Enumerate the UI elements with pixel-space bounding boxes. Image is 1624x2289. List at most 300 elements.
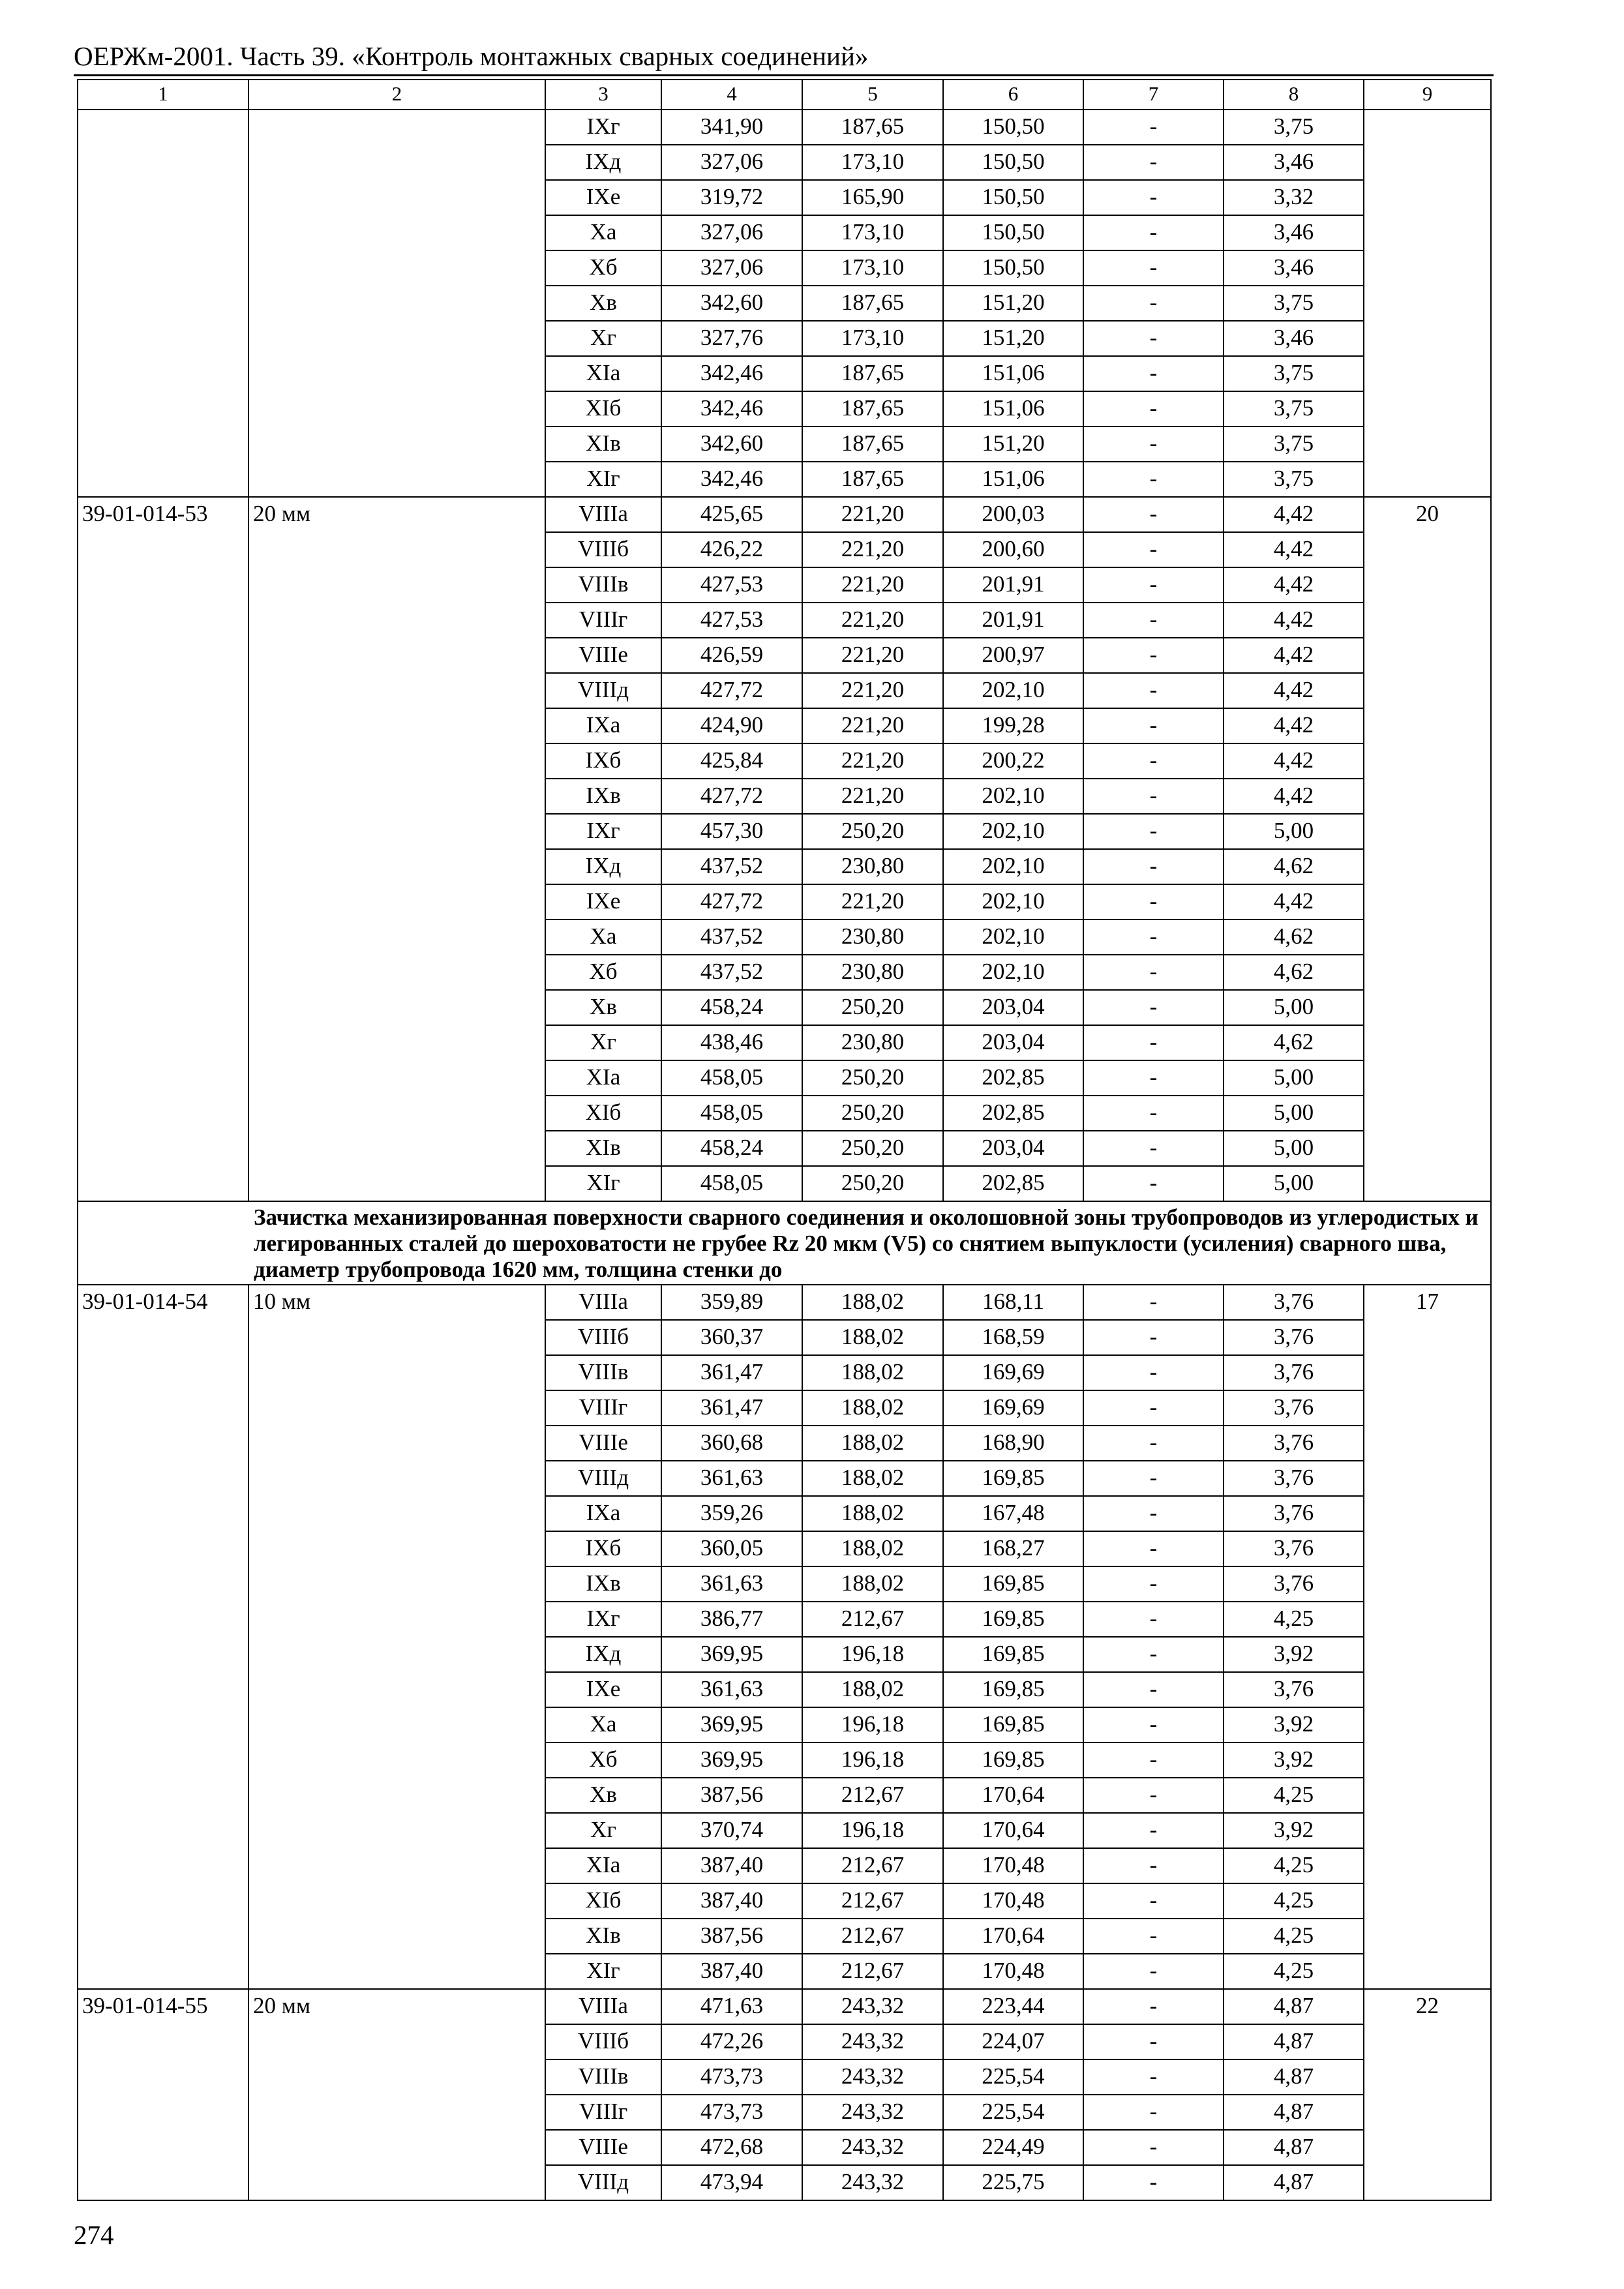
grade-cell: XIб bbox=[545, 391, 661, 426]
wages-cell: 212,67 bbox=[802, 1954, 943, 1989]
total-cost-cell: 458,05 bbox=[661, 1060, 802, 1096]
table-row bbox=[78, 497, 1491, 532]
grade-cell: XIг bbox=[545, 1166, 661, 1201]
total-cost-cell: 387,56 bbox=[661, 1919, 802, 1954]
grade-cell: XIв bbox=[545, 1131, 661, 1166]
wages-cell: 221,20 bbox=[802, 638, 943, 673]
wages-cell: 187,65 bbox=[802, 286, 943, 321]
grade-cell: Xа bbox=[545, 920, 661, 955]
materials-cell: - bbox=[1083, 180, 1224, 215]
materials-cell: - bbox=[1083, 990, 1224, 1025]
labor-cell: 3,46 bbox=[1224, 215, 1364, 250]
machines-cell: 151,20 bbox=[943, 286, 1083, 321]
materials-cell: - bbox=[1083, 1166, 1224, 1201]
machines-cell: 170,64 bbox=[943, 1919, 1083, 1954]
total-cost-cell: 458,05 bbox=[661, 1096, 802, 1131]
wages-cell: 221,20 bbox=[802, 567, 943, 603]
labor-cell: 3,46 bbox=[1224, 321, 1364, 356]
grade-cell: IXе bbox=[545, 180, 661, 215]
wages-cell: 212,67 bbox=[802, 1883, 943, 1919]
wages-cell: 221,20 bbox=[802, 884, 943, 920]
machines-cell: 202,85 bbox=[943, 1096, 1083, 1131]
machines-cell: 225,75 bbox=[943, 2165, 1083, 2200]
materials-cell: - bbox=[1083, 1390, 1224, 1426]
wages-cell: 250,20 bbox=[802, 990, 943, 1025]
materials-cell: - bbox=[1083, 1531, 1224, 1566]
wages-cell: 221,20 bbox=[802, 497, 943, 532]
machines-cell: 169,69 bbox=[943, 1390, 1083, 1426]
materials-cell: - bbox=[1083, 1461, 1224, 1496]
materials-cell: - bbox=[1083, 1285, 1224, 1320]
materials-cell: - bbox=[1083, 1813, 1224, 1848]
total-cost-cell: 472,68 bbox=[661, 2130, 802, 2165]
total-cost-cell: 360,05 bbox=[661, 1531, 802, 1566]
grade-cell: VIIIг bbox=[545, 603, 661, 638]
machines-cell: 203,04 bbox=[943, 990, 1083, 1025]
materials-cell: - bbox=[1083, 638, 1224, 673]
grade-cell: IXе bbox=[545, 1672, 661, 1707]
grade-cell: XIб bbox=[545, 1096, 661, 1131]
machines-cell: 167,48 bbox=[943, 1496, 1083, 1531]
materials-cell: - bbox=[1083, 145, 1224, 180]
labor-cell: 4,87 bbox=[1224, 2095, 1364, 2130]
materials-cell: - bbox=[1083, 1025, 1224, 1060]
materials-cell: - bbox=[1083, 426, 1224, 462]
machines-cell: 170,48 bbox=[943, 1883, 1083, 1919]
grade-cell: VIIIд bbox=[545, 673, 661, 708]
grade-cell: VIIIб bbox=[545, 532, 661, 567]
total-cost-cell: 458,24 bbox=[661, 990, 802, 1025]
materials-cell: - bbox=[1083, 1743, 1224, 1778]
machines-cell: 168,90 bbox=[943, 1426, 1083, 1461]
materials-cell: - bbox=[1083, 1096, 1224, 1131]
grade-cell: Xг bbox=[545, 1025, 661, 1060]
materials-cell: - bbox=[1083, 779, 1224, 814]
total-cost-cell: 327,06 bbox=[661, 250, 802, 286]
machines-cell: 169,85 bbox=[943, 1707, 1083, 1743]
wages-cell: 196,18 bbox=[802, 1707, 943, 1743]
total-cost-cell: 360,37 bbox=[661, 1320, 802, 1355]
grade-cell: Xв bbox=[545, 286, 661, 321]
machines-cell: 200,97 bbox=[943, 638, 1083, 673]
labor-cell: 5,00 bbox=[1224, 814, 1364, 849]
labor-cell: 4,25 bbox=[1224, 1778, 1364, 1813]
labor-cell: 3,75 bbox=[1224, 391, 1364, 426]
machines-cell: 150,50 bbox=[943, 145, 1083, 180]
materials-cell: - bbox=[1083, 2130, 1224, 2165]
labor-cell: 3,76 bbox=[1224, 1531, 1364, 1566]
wages-cell: 243,32 bbox=[802, 2165, 943, 2200]
total-cost-cell: 342,60 bbox=[661, 426, 802, 462]
grade-cell: Xа bbox=[545, 1707, 661, 1743]
materials-cell: - bbox=[1083, 814, 1224, 849]
materials-cell: - bbox=[1083, 250, 1224, 286]
grade-cell: IXб bbox=[545, 743, 661, 779]
wages-cell: 188,02 bbox=[802, 1355, 943, 1390]
labor-cell: 4,87 bbox=[1224, 2024, 1364, 2059]
labor-cell: 4,42 bbox=[1224, 884, 1364, 920]
wages-cell: 212,67 bbox=[802, 1778, 943, 1813]
wages-cell: 187,65 bbox=[802, 462, 943, 497]
labor-cell: 5,00 bbox=[1224, 1096, 1364, 1131]
materials-cell: - bbox=[1083, 1496, 1224, 1531]
total-cost-cell: 387,40 bbox=[661, 1954, 802, 1989]
code-cell bbox=[78, 110, 248, 497]
labor-cell: 4,42 bbox=[1224, 779, 1364, 814]
materials-cell: - bbox=[1083, 1566, 1224, 1602]
materials-cell: - bbox=[1083, 708, 1224, 743]
wages-cell: 196,18 bbox=[802, 1743, 943, 1778]
wages-cell: 173,10 bbox=[802, 145, 943, 180]
grade-cell: VIIIе bbox=[545, 638, 661, 673]
labor-cell: 4,42 bbox=[1224, 603, 1364, 638]
labor-cell: 3,76 bbox=[1224, 1461, 1364, 1496]
machines-cell: 202,10 bbox=[943, 673, 1083, 708]
machines-cell: 170,48 bbox=[943, 1848, 1083, 1883]
total-cost-cell: 424,90 bbox=[661, 708, 802, 743]
machines-cell: 151,06 bbox=[943, 462, 1083, 497]
wages-cell: 188,02 bbox=[802, 1531, 943, 1566]
grade-cell: Xг bbox=[545, 321, 661, 356]
machines-cell: 170,48 bbox=[943, 1954, 1083, 1989]
labor-cell: 4,42 bbox=[1224, 673, 1364, 708]
total-cost-cell: 457,30 bbox=[661, 814, 802, 849]
grade-cell: VIIIб bbox=[545, 1320, 661, 1355]
grade-cell: VIIIв bbox=[545, 1355, 661, 1390]
labor-cell: 3,92 bbox=[1224, 1707, 1364, 1743]
materials-cell: - bbox=[1083, 603, 1224, 638]
total-cost-cell: 342,60 bbox=[661, 286, 802, 321]
grade-cell: VIIIв bbox=[545, 567, 661, 603]
materials-cell: - bbox=[1083, 1602, 1224, 1637]
materials-cell: - bbox=[1083, 215, 1224, 250]
materials-cell: - bbox=[1083, 2095, 1224, 2130]
wages-cell: 221,20 bbox=[802, 743, 943, 779]
machines-cell: 150,50 bbox=[943, 110, 1083, 145]
total-cost-cell: 342,46 bbox=[661, 391, 802, 426]
labor-cell: 3,76 bbox=[1224, 1672, 1364, 1707]
labor-cell: 3,76 bbox=[1224, 1355, 1364, 1390]
wages-cell: 188,02 bbox=[802, 1496, 943, 1531]
wages-cell: 221,20 bbox=[802, 532, 943, 567]
wages-cell: 196,18 bbox=[802, 1813, 943, 1848]
grade-cell: IXг bbox=[545, 814, 661, 849]
labor-cell: 3,46 bbox=[1224, 250, 1364, 286]
materials-cell: - bbox=[1083, 1320, 1224, 1355]
column-number: 9 bbox=[1364, 80, 1491, 110]
total-cost-cell: 361,63 bbox=[661, 1672, 802, 1707]
grade-cell: XIа bbox=[545, 356, 661, 391]
materials-cell: - bbox=[1083, 1637, 1224, 1672]
materials-cell: - bbox=[1083, 2165, 1224, 2200]
grade-cell: IXв bbox=[545, 1566, 661, 1602]
total-cost-cell: 387,40 bbox=[661, 1848, 802, 1883]
col9-cell: 17 bbox=[1364, 1285, 1491, 1989]
wages-cell: 243,32 bbox=[802, 1989, 943, 2024]
col9-cell: 20 bbox=[1364, 497, 1491, 1201]
total-cost-cell: 427,72 bbox=[661, 884, 802, 920]
labor-cell: 4,25 bbox=[1224, 1954, 1364, 1989]
machines-cell: 200,60 bbox=[943, 532, 1083, 567]
total-cost-cell: 427,53 bbox=[661, 603, 802, 638]
machines-cell: 223,44 bbox=[943, 1989, 1083, 2024]
total-cost-cell: 341,90 bbox=[661, 110, 802, 145]
machines-cell: 170,64 bbox=[943, 1813, 1083, 1848]
wages-cell: 212,67 bbox=[802, 1602, 943, 1637]
machines-cell: 201,91 bbox=[943, 567, 1083, 603]
labor-cell: 4,42 bbox=[1224, 532, 1364, 567]
column-number: 8 bbox=[1224, 80, 1364, 110]
total-cost-cell: 360,68 bbox=[661, 1426, 802, 1461]
grade-cell: XIг bbox=[545, 462, 661, 497]
wages-cell: 173,10 bbox=[802, 215, 943, 250]
machines-cell: 200,22 bbox=[943, 743, 1083, 779]
grade-cell: Xб bbox=[545, 955, 661, 990]
grade-cell: VIIIе bbox=[545, 1426, 661, 1461]
materials-cell: - bbox=[1083, 286, 1224, 321]
wages-cell: 243,32 bbox=[802, 2130, 943, 2165]
labor-cell: 5,00 bbox=[1224, 1131, 1364, 1166]
machines-cell: 202,10 bbox=[943, 814, 1083, 849]
labor-cell: 3,76 bbox=[1224, 1566, 1364, 1602]
materials-cell: - bbox=[1083, 920, 1224, 955]
grade-cell: Xв bbox=[545, 990, 661, 1025]
wages-cell: 230,80 bbox=[802, 920, 943, 955]
materials-cell: - bbox=[1083, 1848, 1224, 1883]
labor-cell: 4,62 bbox=[1224, 1025, 1364, 1060]
col9-cell: 22 bbox=[1364, 1989, 1491, 2200]
machines-cell: 168,27 bbox=[943, 1531, 1083, 1566]
materials-cell: - bbox=[1083, 2024, 1224, 2059]
materials-cell: - bbox=[1083, 1355, 1224, 1390]
materials-cell: - bbox=[1083, 673, 1224, 708]
labor-cell: 3,76 bbox=[1224, 1285, 1364, 1320]
wages-cell: 250,20 bbox=[802, 1131, 943, 1166]
machines-cell: 170,64 bbox=[943, 1778, 1083, 1813]
table-row bbox=[78, 1989, 1491, 2024]
total-cost-cell: 327,06 bbox=[661, 145, 802, 180]
materials-cell: - bbox=[1083, 1919, 1224, 1954]
wages-cell: 250,20 bbox=[802, 1096, 943, 1131]
labor-cell: 3,75 bbox=[1224, 426, 1364, 462]
materials-cell: - bbox=[1083, 321, 1224, 356]
labor-cell: 3,75 bbox=[1224, 462, 1364, 497]
wages-cell: 187,65 bbox=[802, 110, 943, 145]
total-cost-cell: 472,26 bbox=[661, 2024, 802, 2059]
grade-cell: IXа bbox=[545, 708, 661, 743]
grade-cell: Xв bbox=[545, 1778, 661, 1813]
wages-cell: 212,67 bbox=[802, 1848, 943, 1883]
labor-cell: 4,42 bbox=[1224, 708, 1364, 743]
machines-cell: 225,54 bbox=[943, 2059, 1083, 2095]
machines-cell: 150,50 bbox=[943, 215, 1083, 250]
wages-cell: 221,20 bbox=[802, 779, 943, 814]
machines-cell: 151,06 bbox=[943, 391, 1083, 426]
machines-cell: 202,10 bbox=[943, 849, 1083, 884]
grade-cell: IXд bbox=[545, 849, 661, 884]
machines-cell: 224,49 bbox=[943, 2130, 1083, 2165]
wages-cell: 187,65 bbox=[802, 426, 943, 462]
labor-cell: 3,92 bbox=[1224, 1813, 1364, 1848]
grade-cell: IXа bbox=[545, 1496, 661, 1531]
labor-cell: 3,32 bbox=[1224, 180, 1364, 215]
rates-table bbox=[77, 79, 1492, 2201]
total-cost-cell: 342,46 bbox=[661, 356, 802, 391]
grade-cell: VIIIд bbox=[545, 2165, 661, 2200]
labor-cell: 3,75 bbox=[1224, 286, 1364, 321]
grade-cell: IXд bbox=[545, 1637, 661, 1672]
section-title: Зачистка механизированная поверхности сварного соединения и околошовной зоны трубопроводов из углеродистых и легированных сталей до шероховатости не грубее Rz 20 мкм (V5) со снятием выпуклости (усиления) сварного шва, диаметр трубопровода 1620 мм, толщина стенки до bbox=[248, 1201, 1491, 1285]
total-cost-cell: 387,56 bbox=[661, 1778, 802, 1813]
grade-cell: XIв bbox=[545, 426, 661, 462]
machines-cell: 199,28 bbox=[943, 708, 1083, 743]
labor-cell: 3,76 bbox=[1224, 1496, 1364, 1531]
machines-cell: 224,07 bbox=[943, 2024, 1083, 2059]
grade-cell: IXе bbox=[545, 884, 661, 920]
labor-cell: 4,87 bbox=[1224, 1989, 1364, 2024]
column-number: 7 bbox=[1083, 80, 1224, 110]
labor-cell: 3,92 bbox=[1224, 1743, 1364, 1778]
wages-cell: 173,10 bbox=[802, 321, 943, 356]
total-cost-cell: 427,53 bbox=[661, 567, 802, 603]
labor-cell: 3,76 bbox=[1224, 1426, 1364, 1461]
thickness-cell bbox=[248, 110, 545, 497]
total-cost-cell: 437,52 bbox=[661, 849, 802, 884]
labor-cell: 4,25 bbox=[1224, 1883, 1364, 1919]
wages-cell: 243,32 bbox=[802, 2059, 943, 2095]
labor-cell: 3,76 bbox=[1224, 1390, 1364, 1426]
grade-cell: Xа bbox=[545, 215, 661, 250]
labor-cell: 3,76 bbox=[1224, 1320, 1364, 1355]
grade-cell: Xб bbox=[545, 250, 661, 286]
machines-cell: 169,85 bbox=[943, 1743, 1083, 1778]
wages-cell: 188,02 bbox=[802, 1461, 943, 1496]
total-cost-cell: 369,95 bbox=[661, 1637, 802, 1672]
materials-cell: - bbox=[1083, 1989, 1224, 2024]
machines-cell: 168,59 bbox=[943, 1320, 1083, 1355]
total-cost-cell: 370,74 bbox=[661, 1813, 802, 1848]
grade-cell: Xб bbox=[545, 1743, 661, 1778]
total-cost-cell: 319,72 bbox=[661, 180, 802, 215]
total-cost-cell: 437,52 bbox=[661, 955, 802, 990]
total-cost-cell: 361,47 bbox=[661, 1390, 802, 1426]
materials-cell: - bbox=[1083, 497, 1224, 532]
machines-cell: 169,69 bbox=[943, 1355, 1083, 1390]
labor-cell: 4,25 bbox=[1224, 1602, 1364, 1637]
materials-cell: - bbox=[1083, 356, 1224, 391]
total-cost-cell: 359,89 bbox=[661, 1285, 802, 1320]
labor-cell: 4,62 bbox=[1224, 955, 1364, 990]
total-cost-cell: 387,40 bbox=[661, 1883, 802, 1919]
materials-cell: - bbox=[1083, 110, 1224, 145]
rates-table-body bbox=[78, 80, 1491, 2200]
total-cost-cell: 426,22 bbox=[661, 532, 802, 567]
machines-cell: 202,10 bbox=[943, 920, 1083, 955]
grade-cell: VIIIг bbox=[545, 2095, 661, 2130]
wages-cell: 250,20 bbox=[802, 1166, 943, 1201]
grade-cell: XIа bbox=[545, 1848, 661, 1883]
grade-cell: VIIIа bbox=[545, 497, 661, 532]
machines-cell: 168,11 bbox=[943, 1285, 1083, 1320]
labor-cell: 4,42 bbox=[1224, 638, 1364, 673]
labor-cell: 4,62 bbox=[1224, 920, 1364, 955]
machines-cell: 200,03 bbox=[943, 497, 1083, 532]
materials-cell: - bbox=[1083, 2059, 1224, 2095]
grade-cell: XIб bbox=[545, 1883, 661, 1919]
total-cost-cell: 342,46 bbox=[661, 462, 802, 497]
total-cost-cell: 386,77 bbox=[661, 1602, 802, 1637]
materials-cell: - bbox=[1083, 955, 1224, 990]
grade-cell: IXг bbox=[545, 1602, 661, 1637]
machines-cell: 151,06 bbox=[943, 356, 1083, 391]
total-cost-cell: 471,63 bbox=[661, 1989, 802, 2024]
thickness-cell: 20 мм bbox=[248, 497, 545, 1201]
materials-cell: - bbox=[1083, 532, 1224, 567]
wages-cell: 165,90 bbox=[802, 180, 943, 215]
machines-cell: 203,04 bbox=[943, 1025, 1083, 1060]
materials-cell: - bbox=[1083, 1426, 1224, 1461]
machines-cell: 202,10 bbox=[943, 884, 1083, 920]
machines-cell: 169,85 bbox=[943, 1637, 1083, 1672]
total-cost-cell: 361,63 bbox=[661, 1566, 802, 1602]
table-row bbox=[78, 110, 1491, 145]
materials-cell: - bbox=[1083, 1060, 1224, 1096]
table-row bbox=[78, 1285, 1491, 1320]
materials-cell: - bbox=[1083, 1883, 1224, 1919]
total-cost-cell: 369,95 bbox=[661, 1707, 802, 1743]
labor-cell: 5,00 bbox=[1224, 1060, 1364, 1096]
wages-cell: 212,67 bbox=[802, 1919, 943, 1954]
grade-cell: XIг bbox=[545, 1954, 661, 1989]
labor-cell: 4,42 bbox=[1224, 497, 1364, 532]
materials-cell: - bbox=[1083, 1707, 1224, 1743]
labor-cell: 4,42 bbox=[1224, 743, 1364, 779]
labor-cell: 5,00 bbox=[1224, 1166, 1364, 1201]
machines-cell: 201,91 bbox=[943, 603, 1083, 638]
wages-cell: 188,02 bbox=[802, 1320, 943, 1355]
labor-cell: 3,92 bbox=[1224, 1637, 1364, 1672]
grade-cell: VIIIе bbox=[545, 2130, 661, 2165]
materials-cell: - bbox=[1083, 1954, 1224, 1989]
total-cost-cell: 327,06 bbox=[661, 215, 802, 250]
total-cost-cell: 425,84 bbox=[661, 743, 802, 779]
total-cost-cell: 359,26 bbox=[661, 1496, 802, 1531]
materials-cell: - bbox=[1083, 567, 1224, 603]
page-header: ОЕРЖм-2001. Часть 39. «Контроль монтажных сварных соединений» bbox=[74, 38, 1494, 76]
total-cost-cell: 458,05 bbox=[661, 1166, 802, 1201]
column-number: 6 bbox=[943, 80, 1083, 110]
labor-cell: 4,87 bbox=[1224, 2059, 1364, 2095]
materials-cell: - bbox=[1083, 391, 1224, 426]
column-number: 1 bbox=[78, 80, 248, 110]
wages-cell: 188,02 bbox=[802, 1285, 943, 1320]
materials-cell: - bbox=[1083, 462, 1224, 497]
total-cost-cell: 361,63 bbox=[661, 1461, 802, 1496]
labor-cell: 4,25 bbox=[1224, 1919, 1364, 1954]
wages-cell: 230,80 bbox=[802, 849, 943, 884]
materials-cell: - bbox=[1083, 849, 1224, 884]
grade-cell: XIв bbox=[545, 1919, 661, 1954]
wages-cell: 250,20 bbox=[802, 1060, 943, 1096]
machines-cell: 151,20 bbox=[943, 426, 1083, 462]
grade-cell: VIIIб bbox=[545, 2024, 661, 2059]
section-title-row bbox=[78, 1201, 1491, 1285]
total-cost-cell: 427,72 bbox=[661, 779, 802, 814]
labor-cell: 3,75 bbox=[1224, 110, 1364, 145]
machines-cell: 169,85 bbox=[943, 1566, 1083, 1602]
column-number: 5 bbox=[802, 80, 943, 110]
total-cost-cell: 473,73 bbox=[661, 2095, 802, 2130]
